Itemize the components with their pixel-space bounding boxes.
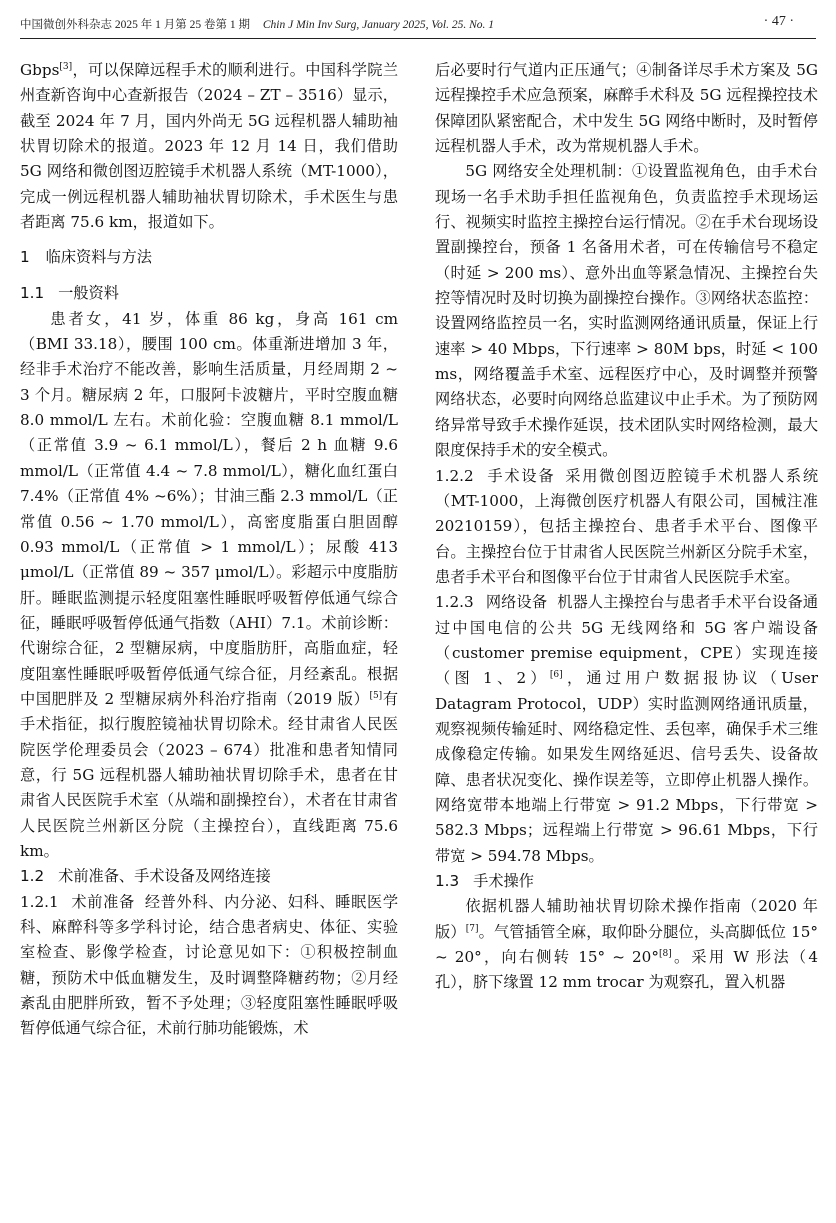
network-paragraph: 1.2.3 网络设备 机器人主操控台与患者手术平台设备通过中国电信的公共 5G 无线网络和 5G 客户端设备（customer premise equipment，CPE）实现连接（图 1、2）[6]，通过用户数据报协议（User Datagram Protocol，UDP）实时监测网络通讯质量，观察视频传输延时、网络稳定性、丢包率，确保手术三维成像稳定传输。如果发生网络延迟、信号丢失、设备故障、患者状况变化、操作误差等，立即停止机器人操作。网络宽带本地端上行带宽 > 91.2 Mbps，下行带宽 > 582.3 Mbps；远程端上行带宽 > 96.61 Mbps，下行带宽 > 594.78 Mbps。 [435, 593, 819, 865]
journal-title-en: Chin J Min Inv Surg, January 2025, Vol. 25. No. 1 [262, 19, 495, 31]
prep-paragraph: 1.2.1 术前准备 经普外科、内分泌、妇科、睡眠医学科、麻醉科等多学科讨论，结合患者病史、体征、实验室检查、影像学检查，讨论意见如下：①积极控制血糖，预防术中低血糖发生，及时调整降糖药物；②月经紊乱由肥胖所致，暂不予处理；③轻度阻塞性睡眠呼吸暂停低通气综合征，术前行肺功能锻炼，术 [20, 892, 399, 1038]
left-column [20, 58, 398, 1042]
page-number: · 47 · [763, 14, 794, 29]
security-paragraph: 5G 网络安全处理机制：①设置监视角色，由手术台现场一名手术助手担任监视角色，负责监控手术现场运行、视频实时监控主操控台运行情况。②在手术台现场设置副操控台，预备 1 名备用术者，可在传输信号不稳定（时延 > 200 ms）、意外出血等紧急情况、主操控台失控等情况时及时切换为副操控台操作。③网络状态监控：设置网络监控员一名，实时监测网络通讯质量，保证上行速率 > 40 Mbps，下行速率 > 80M bps，时延 < 100 ms，网络覆盖手术室、远程医疗中心，及时调整并预警网络状态，必要时向网络总监建议中止手术。为了预防网络异常导致手术操作延误，技术团队实时网络检测，最大限度保持手术的安全模式。 [435, 162, 818, 460]
citation: [8] [658, 948, 672, 959]
subsection-heading: 1.1 一般资料 [20, 284, 119, 303]
equipment-paragraph: 1.2.2 手术设备 采用微创图迈腔镜手术机器人系统（MT-1000，上海微创医疗机器人有限公司，国械注准 20210159），包括主操控台、患者手术平台、图像平台。主操控台位于甘肃省人民医院兰州新区分院手术室，患者手术平台和图像平台位于甘肃省人民医院手术室。 [435, 466, 819, 586]
citation: [3] [59, 61, 73, 72]
subsubsection-title: 网络设备 [485, 593, 548, 612]
section-heading: 1 临床资料与方法 [20, 248, 152, 267]
prep-paragraph-continued: 后必要时行气道内正压通气；④制备详尽手术方案及 5G 远程操控手术应急预案，麻醉手术科及 5G 远程操控技术保障团队紧密配合，术中发生 5G 网络中断时，及时暂停远程机器人手术，改为常规机器人手术。 [435, 61, 818, 156]
case-paragraph: 患者女，41 岁，体重 86 kg，身高 161 cm（BMI 33.18），腰围 100 cm。体重渐进增加 3 年，经非手术治疗不能改善，影响生活质量，月经周期 2 ~ 3 个月。糖尿病 2 年，口服阿卡波糖片，平时空腹血糖 8.0 mmol/L 左右。术前化验：空腹血糖 8.1 mmol/L（正常值 3.9 ~ 6.1 mmol/L），餐后 2 h 血糖 9.6 mmol/L（正常值 4.4 ~ 7.8 mmol/L），糖化血红蛋白 7.4%（正常值 4% ~6%）；甘油三酯 2.3 mmol/L（正常值 0.56 ~ 1.70 mmol/L），高密度脂蛋白胆固醇 0.93 mmol/L（正常值 > 1 mmol/L）；尿酸 413 μmol/L（正常值 89 ~ 357 μmol/L）。彩超示中度脂肪肝。睡眠监测提示轻度阻塞性睡眠呼吸暂停低通气综合征，睡眠呼吸暂停低通气指数（AHI）7.1。术前诊断：代谢综合征，2 型糖尿病，中度脂肪肝，高脂血症，轻度阻塞性睡眠呼吸暂停低通气综合征，月经紊乱。根据中国肥胖及 2 型糖尿病外科治疗指南（2019 版）[5]有手术指征，拟行腹腔镜袖状胃切除术。经甘肃省人民医院医学伦理委员会（2023 – 674）批准和患者知情同意，行 5G 远程机器人辅助袖状胃切除手术，患者在甘肃省人民医院手术室（从端和副操控台），术者在甘肃省人民医院兰州新区分院（主操控台），直线距离 75.6 km。 [20, 309, 399, 860]
intro-paragraph: Gbps[3]，可以保障远程手术的顺利进行。中国科学院兰州查新咨询中心查新报告（2024 – ZT – 3516）显示，截至 2024 年 7 月，国内外尚无 5G 远程机器人辅助袖状胃切除术的报道。2023 年 12 月 14 日，我们借助 5G 网络和微创图迈腔镜手术机器人系统（MT-1000），完成一例远程机器人辅助袖状胃切除术，手术医生与患者距离 75.6 km，报道如下。 [20, 61, 398, 232]
citation: [6] [549, 670, 563, 681]
operation-paragraph: 依据机器人辅助袖状胃切除术操作指南（2020 年版）[7]。气管插管全麻，取仰卧分腿位，头高脚低位 15° ~ 20°，向右侧转 15° ~ 20°[8]。采用 W 形法（4 孔），脐下缘置 12 mm trocar 为观察孔，置入机器 [435, 897, 819, 992]
journal-title-cn: 中国微创外科杂志 2025 年 1 月第 25 卷第 1 期 [20, 19, 250, 31]
subsection-heading: 1.3 手术操作 [435, 872, 534, 890]
subsubsection-title: 手术设备 [485, 466, 556, 485]
right-column [435, 58, 818, 996]
running-header [20, 12, 816, 39]
citation: [5] [369, 690, 383, 701]
subsection-heading: 1.2 术前准备、手术设备及网络连接 [20, 867, 271, 886]
subsubsection-title: 术前准备 [70, 892, 135, 911]
header-journal-info [20, 16, 494, 32]
citation: [7] [465, 923, 479, 934]
